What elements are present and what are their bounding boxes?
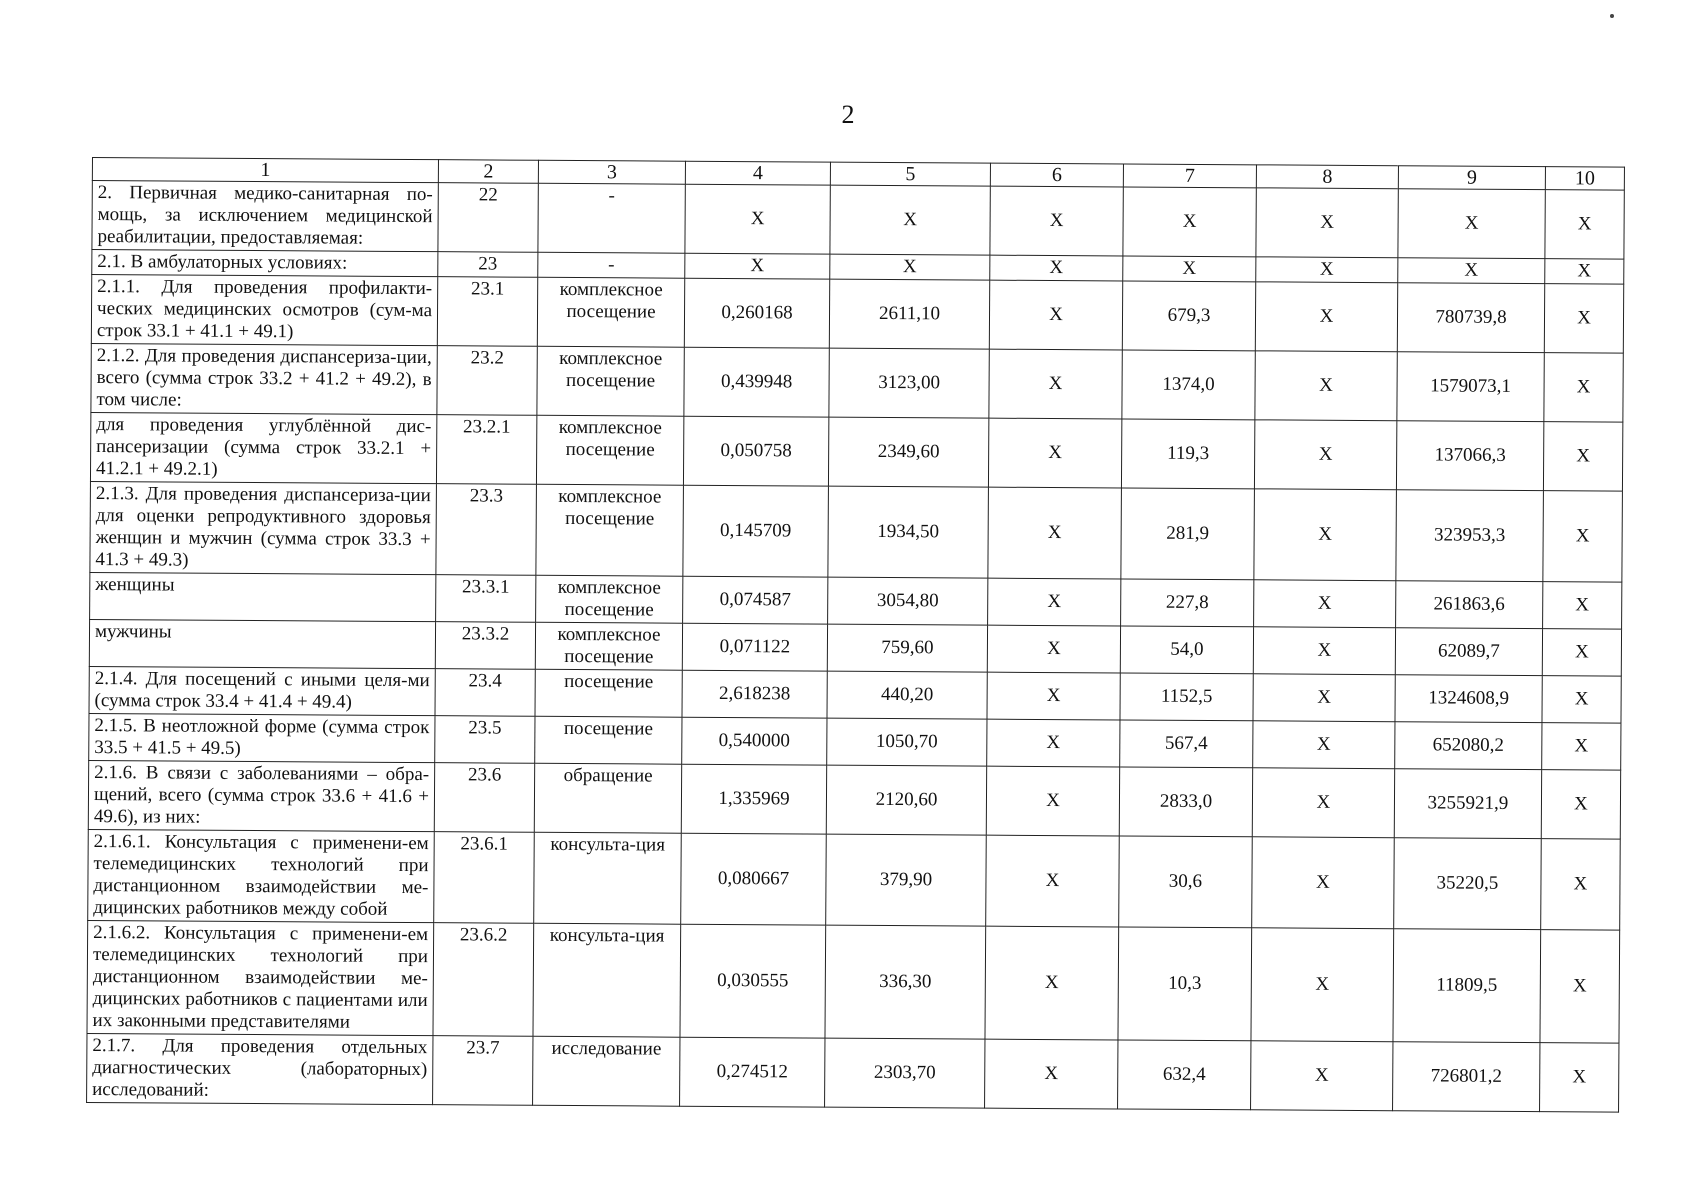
col10-cell: X [1545,190,1624,259]
volume-norm-cell: 0,540000 [682,717,827,765]
table-row [87,1033,1619,1112]
col8-cell: X [1251,928,1394,1042]
cost-norm-cell: 379,90 [826,834,987,926]
col7-cell: 632,4 [1118,1040,1251,1110]
volume-norm-cell: 0,439948 [684,347,829,417]
cost-norm-cell: 3054,80 [828,577,988,625]
volume-norm-cell: X [685,184,830,254]
col7-cell: 679,3 [1122,281,1255,351]
col6-cell: X [989,280,1122,350]
col6-cell: X [990,186,1123,256]
cost-norm-cell: 2611,10 [829,279,989,349]
cost-norm-cell: 336,30 [825,925,986,1039]
header-cell: 3 [538,160,685,184]
col9-cell: 3255921,9 [1394,769,1541,839]
col6-cell: X [988,578,1121,626]
indicator-cell: 2.1.4. Для посещений с иными целя-ми (сумма строк 33.4 + 41.4 + 49.4) [89,666,435,715]
row-code-cell: 23.5 [435,716,535,764]
col8-cell: X [1252,837,1395,929]
volume-norm-cell: 0,080667 [681,833,827,925]
col7-cell: X [1123,187,1256,257]
col10-cell: X [1543,422,1622,491]
volume-norm-cell: X [685,253,830,279]
col7-cell: 281,9 [1121,488,1255,580]
col6-cell: X [985,926,1119,1040]
row-code-cell: 23.3 [436,484,537,576]
header-cell: 4 [685,161,830,185]
col10-cell: X [1542,723,1621,770]
volume-norm-cell: 0,274512 [680,1037,825,1107]
col6-cell: X [987,625,1120,673]
col8-cell: X [1251,1041,1393,1111]
table-row [88,760,1620,839]
unit-cell: консульта-ция [533,923,681,1037]
col6-cell: X [989,349,1122,419]
col8-cell: X [1255,351,1397,421]
volume-norm-cell: 1,335969 [681,764,826,834]
row-code-cell: 23 [438,252,538,278]
col8-cell: X [1254,489,1397,581]
col9-cell: 726801,2 [1393,1042,1540,1112]
row-code-cell: 23.2 [437,346,537,416]
volume-norm-cell: 0,074587 [683,576,828,624]
row-code-cell: 23.3.1 [436,575,536,623]
col6-cell: X [988,487,1122,579]
unit-cell: посещение [535,669,682,717]
cost-norm-cell: 2349,60 [828,417,988,487]
volume-norm-cell: 0,071122 [682,623,827,671]
col10-cell: X [1543,582,1622,629]
col6-cell: X [987,672,1120,720]
col7-cell: 2833,0 [1119,767,1252,837]
cost-norm-cell: X [830,185,990,255]
col8-cell: X [1255,282,1397,352]
indicator-cell: 2.1.3. Для проведения диспансериза-ции для оценки репродуктивного здоровья женщин и мужчин (сумма строк 33.3 + 41.3 + 49.3) [90,481,437,574]
col10-cell: X [1543,491,1623,582]
indicator-cell: мужчины [89,619,435,668]
col8-cell: X [1252,768,1394,838]
col6-cell: X [986,766,1119,836]
col7-cell: 54,0 [1120,626,1253,674]
col6-cell: X [988,418,1121,488]
unit-cell: - [538,183,685,253]
indicator-cell: для проведения углублённой дис-пансеризации (сумма строк 33.2.1 + 41.2.1 + 49.2.1) [90,412,436,483]
col7-cell: 1374,0 [1122,350,1255,420]
table-row [91,343,1623,422]
col7-cell: 119,3 [1121,419,1254,489]
col10-cell: X [1544,284,1623,353]
indicator-cell: 2.1.6.1. Консультация с применени-ем телемедицинских технологий при дистанционном взаимодействии ме-дицинских работников между собой [88,829,435,922]
scan-speck [1610,14,1614,18]
indicator-cell: 2.1.7. Для проведения отдельных диагностических (лабораторных) исследований: [87,1033,433,1104]
col10-cell: X [1542,629,1621,676]
indicator-cell: 2.1.2. Для проведения диспансериза-ции, всего (сумма строк 33.2 + 41.2 + 49.2), в том числе: [91,343,437,414]
row-code-cell: 23.6 [434,763,534,833]
row-code-cell: 23.2.1 [436,415,536,485]
table-row [92,181,1624,260]
col9-cell: 35220,5 [1394,838,1542,930]
col9-cell: 1579073,1 [1397,352,1544,422]
col9-cell: 652080,2 [1395,722,1542,770]
unit-cell: комплексное посещение [536,415,683,485]
col8-cell: X [1256,257,1398,283]
table-row [91,275,1623,354]
col9-cell: 1324608,9 [1395,675,1542,723]
table-container [86,157,1625,1113]
cost-norm-cell: 2120,60 [826,765,986,835]
col7-cell: 1152,5 [1120,673,1253,721]
indicator-cell: 2.1. В амбулаторных условиях: [92,250,438,277]
header-cell: 7 [1123,164,1256,188]
header-cell: 9 [1398,166,1545,190]
table-row [87,920,1620,1043]
cost-norm-cell: 3123,00 [829,348,989,418]
volume-norm-cell: 0,050758 [683,416,828,486]
col8-cell: X [1253,721,1395,769]
col9-cell: 261863,6 [1396,581,1543,629]
col7-cell: X [1123,256,1256,282]
unit-cell: комплексное посещение [537,346,684,416]
unit-cell: обращение [534,763,681,833]
volume-norm-cell: 2,618238 [682,670,827,718]
col7-cell: 227,8 [1121,579,1254,627]
cost-norm-cell: 440,20 [827,671,987,719]
unit-cell: - [538,252,685,278]
row-code-cell: 23.6.1 [434,832,535,924]
unit-cell: комплексное посещение [536,575,683,623]
page-number: 2 [841,100,855,129]
col6-cell: X [985,1039,1118,1109]
unit-cell: посещение [535,716,682,764]
col8-cell: X [1254,420,1396,490]
col8-cell: X [1253,627,1395,675]
indicator-cell: женщины [90,572,436,621]
row-code-cell: 23.7 [433,1036,533,1106]
row-code-cell: 23.1 [437,277,537,347]
row-code-cell: 23.6.2 [433,923,534,1037]
table-row [88,829,1621,930]
col7-cell: 567,4 [1120,720,1253,768]
data-table [86,157,1625,1113]
header-cell: 1 [92,158,438,183]
unit-cell: комплексное посещение [536,484,684,576]
col9-cell: 323953,3 [1396,490,1544,582]
col7-cell: 30,6 [1119,836,1253,928]
col8-cell: X [1254,580,1396,628]
col10-cell: X [1540,1043,1619,1112]
row-code-cell: 23.3.2 [435,622,535,670]
indicator-cell: 2. Первичная медико-санитарная по-мощь, за исключением медицинской реабилитации, предоставляемая: [92,181,438,252]
table-row [90,412,1622,491]
cost-norm-cell: X [830,254,990,280]
header-cell: 2 [438,160,538,184]
header-cell: 6 [990,163,1123,187]
unit-cell: консульта-ция [534,832,682,924]
cost-norm-cell: 759,60 [827,624,987,672]
row-code-cell: 22 [438,183,538,253]
col10-cell: X [1541,770,1620,839]
col9-cell: X [1398,189,1545,259]
col9-cell: 780739,8 [1397,283,1544,353]
indicator-cell: 2.1.6. В связи с заболеваниями – обра-щений, всего (сумма строк 33.6 + 41.6 + 49.6), из них: [88,760,434,831]
col10-cell: X [1541,839,1621,930]
cost-norm-cell: 1934,50 [828,486,989,578]
header-cell: 8 [1256,165,1398,189]
indicator-cell: 2.1.5. В неотложной форме (сумма строк 33.5 + 41.5 + 49.5) [89,713,435,762]
cost-norm-cell: 2303,70 [825,1038,985,1108]
table-row [90,481,1623,582]
col9-cell: 62089,7 [1395,628,1542,676]
indicator-cell: 2.1.1. Для проведения профилакти-ческих медицинских осмотров (сум-ма строк 33.1 + 41.1 + 49.1) [91,275,437,346]
unit-cell: исследование [533,1036,680,1106]
col9-cell: 11809,5 [1393,929,1541,1043]
col10-cell: X [1542,676,1621,723]
volume-norm-cell: 0,145709 [683,485,829,577]
col10-cell: X [1545,259,1624,284]
col7-cell: 10,3 [1118,927,1252,1041]
header-cell: 5 [830,162,990,186]
col9-cell: X [1398,258,1545,284]
row-code-cell: 23.4 [435,669,535,717]
indicator-cell: 2.1.6.2. Консультация с применени-ем телемедицинских технологий при дистанционном взаимодействии ме-дицинских работников с пациентами или их законными представителями [87,920,434,1035]
volume-norm-cell: 0,260168 [684,278,829,348]
col10-cell: X [1540,930,1620,1043]
col6-cell: X [986,835,1120,927]
col8-cell: X [1253,674,1395,722]
col10-cell: X [1544,353,1623,422]
table-body [87,158,1625,1113]
header-cell: 10 [1545,167,1624,190]
volume-norm-cell: 0,030555 [680,924,826,1038]
unit-cell: комплексное посещение [537,277,684,347]
col8-cell: X [1256,188,1398,258]
col9-cell: 137066,3 [1396,421,1543,491]
col6-cell: X [990,255,1123,281]
unit-cell: комплексное посещение [535,622,682,670]
col6-cell: X [987,719,1120,767]
cost-norm-cell: 1050,70 [827,718,987,766]
